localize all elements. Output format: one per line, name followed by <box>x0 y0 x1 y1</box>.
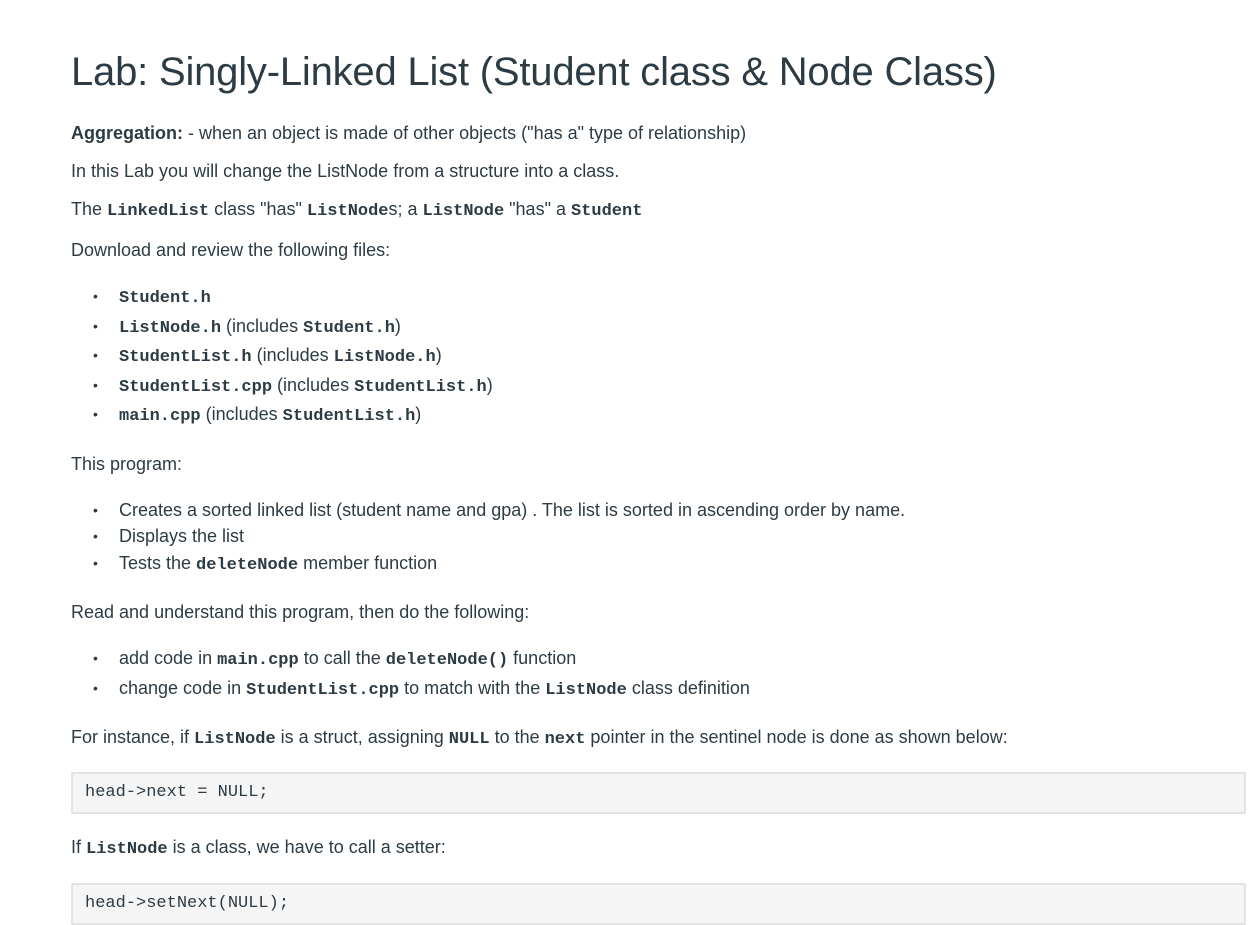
file-name: ListNode.h <box>119 318 222 338</box>
list-item <box>119 283 1246 313</box>
intro-paragraph: In this Lab you will change the ListNode from a structure into a class. <box>71 161 620 181</box>
list-item: • ListNode.h (includes Student.h) <box>119 313 1246 343</box>
file-name: main.cpp <box>119 407 201 426</box>
list-item: • Creates a sorted linked list (student name and gpa) . The list is sorted in ascending order by name. <box>119 497 1246 524</box>
code-linkedlist: LinkedList <box>107 202 210 221</box>
program-heading: This program: <box>71 453 183 474</box>
code-student: Student <box>570 202 643 221</box>
aggregation-text: - when an object is made of other objects ("has a" type of relationship) <box>183 123 747 143</box>
list-item: • StudentList.h (includes ListNode.h) <box>119 342 1246 372</box>
download-paragraph: Download and review the following files: <box>71 240 391 260</box>
aggregation-paragraph <box>71 120 1246 146</box>
file-list <box>71 283 1246 431</box>
code-block-class: head->setNext(NULL); <box>71 883 1246 925</box>
list-item: • Tests the deleteNode member function <box>119 550 1246 580</box>
code-block-struct: head->next = NULL; <box>71 772 1246 814</box>
read-heading: Read and understand this program, then do the following: <box>71 602 530 622</box>
file-name: Student.h <box>119 289 211 308</box>
list-item: • StudentList.cpp (includes StudentList.h) <box>119 372 1246 402</box>
page-title: Lab: Singly-Linked List (Student class & Node Class) <box>71 50 997 94</box>
file-name: StudentList.cpp <box>119 377 273 397</box>
code-deletenode: deleteNode <box>196 555 299 575</box>
class-paragraph: If ListNode is a class, we have to call a setter: <box>71 837 446 859</box>
list-item: • add code in main.cpp to call the deleteNode() function <box>119 645 1246 675</box>
file-name: StudentList.h <box>119 348 252 367</box>
list-item: • main.cpp (includes StudentList.h) <box>119 401 1246 431</box>
has-relationship-paragraph: The LinkedList class "has" ListNodes; a ListNode "has" a Student <box>71 199 643 221</box>
code-listnode: ListNode <box>306 202 389 221</box>
list-item: • Displays the list <box>119 523 1246 550</box>
task-list <box>71 645 1246 704</box>
code-listnode: ListNode <box>422 202 505 221</box>
aggregation-label: Aggregation: <box>71 123 183 143</box>
list-item: • change code in StudentList.cpp to match with the ListNode class definition <box>119 675 1246 705</box>
instance-paragraph: For instance, if ListNode is a struct, assigning NULL to the next pointer in the sentinel node is done as shown below: <box>71 727 1008 749</box>
program-list <box>71 497 1246 580</box>
